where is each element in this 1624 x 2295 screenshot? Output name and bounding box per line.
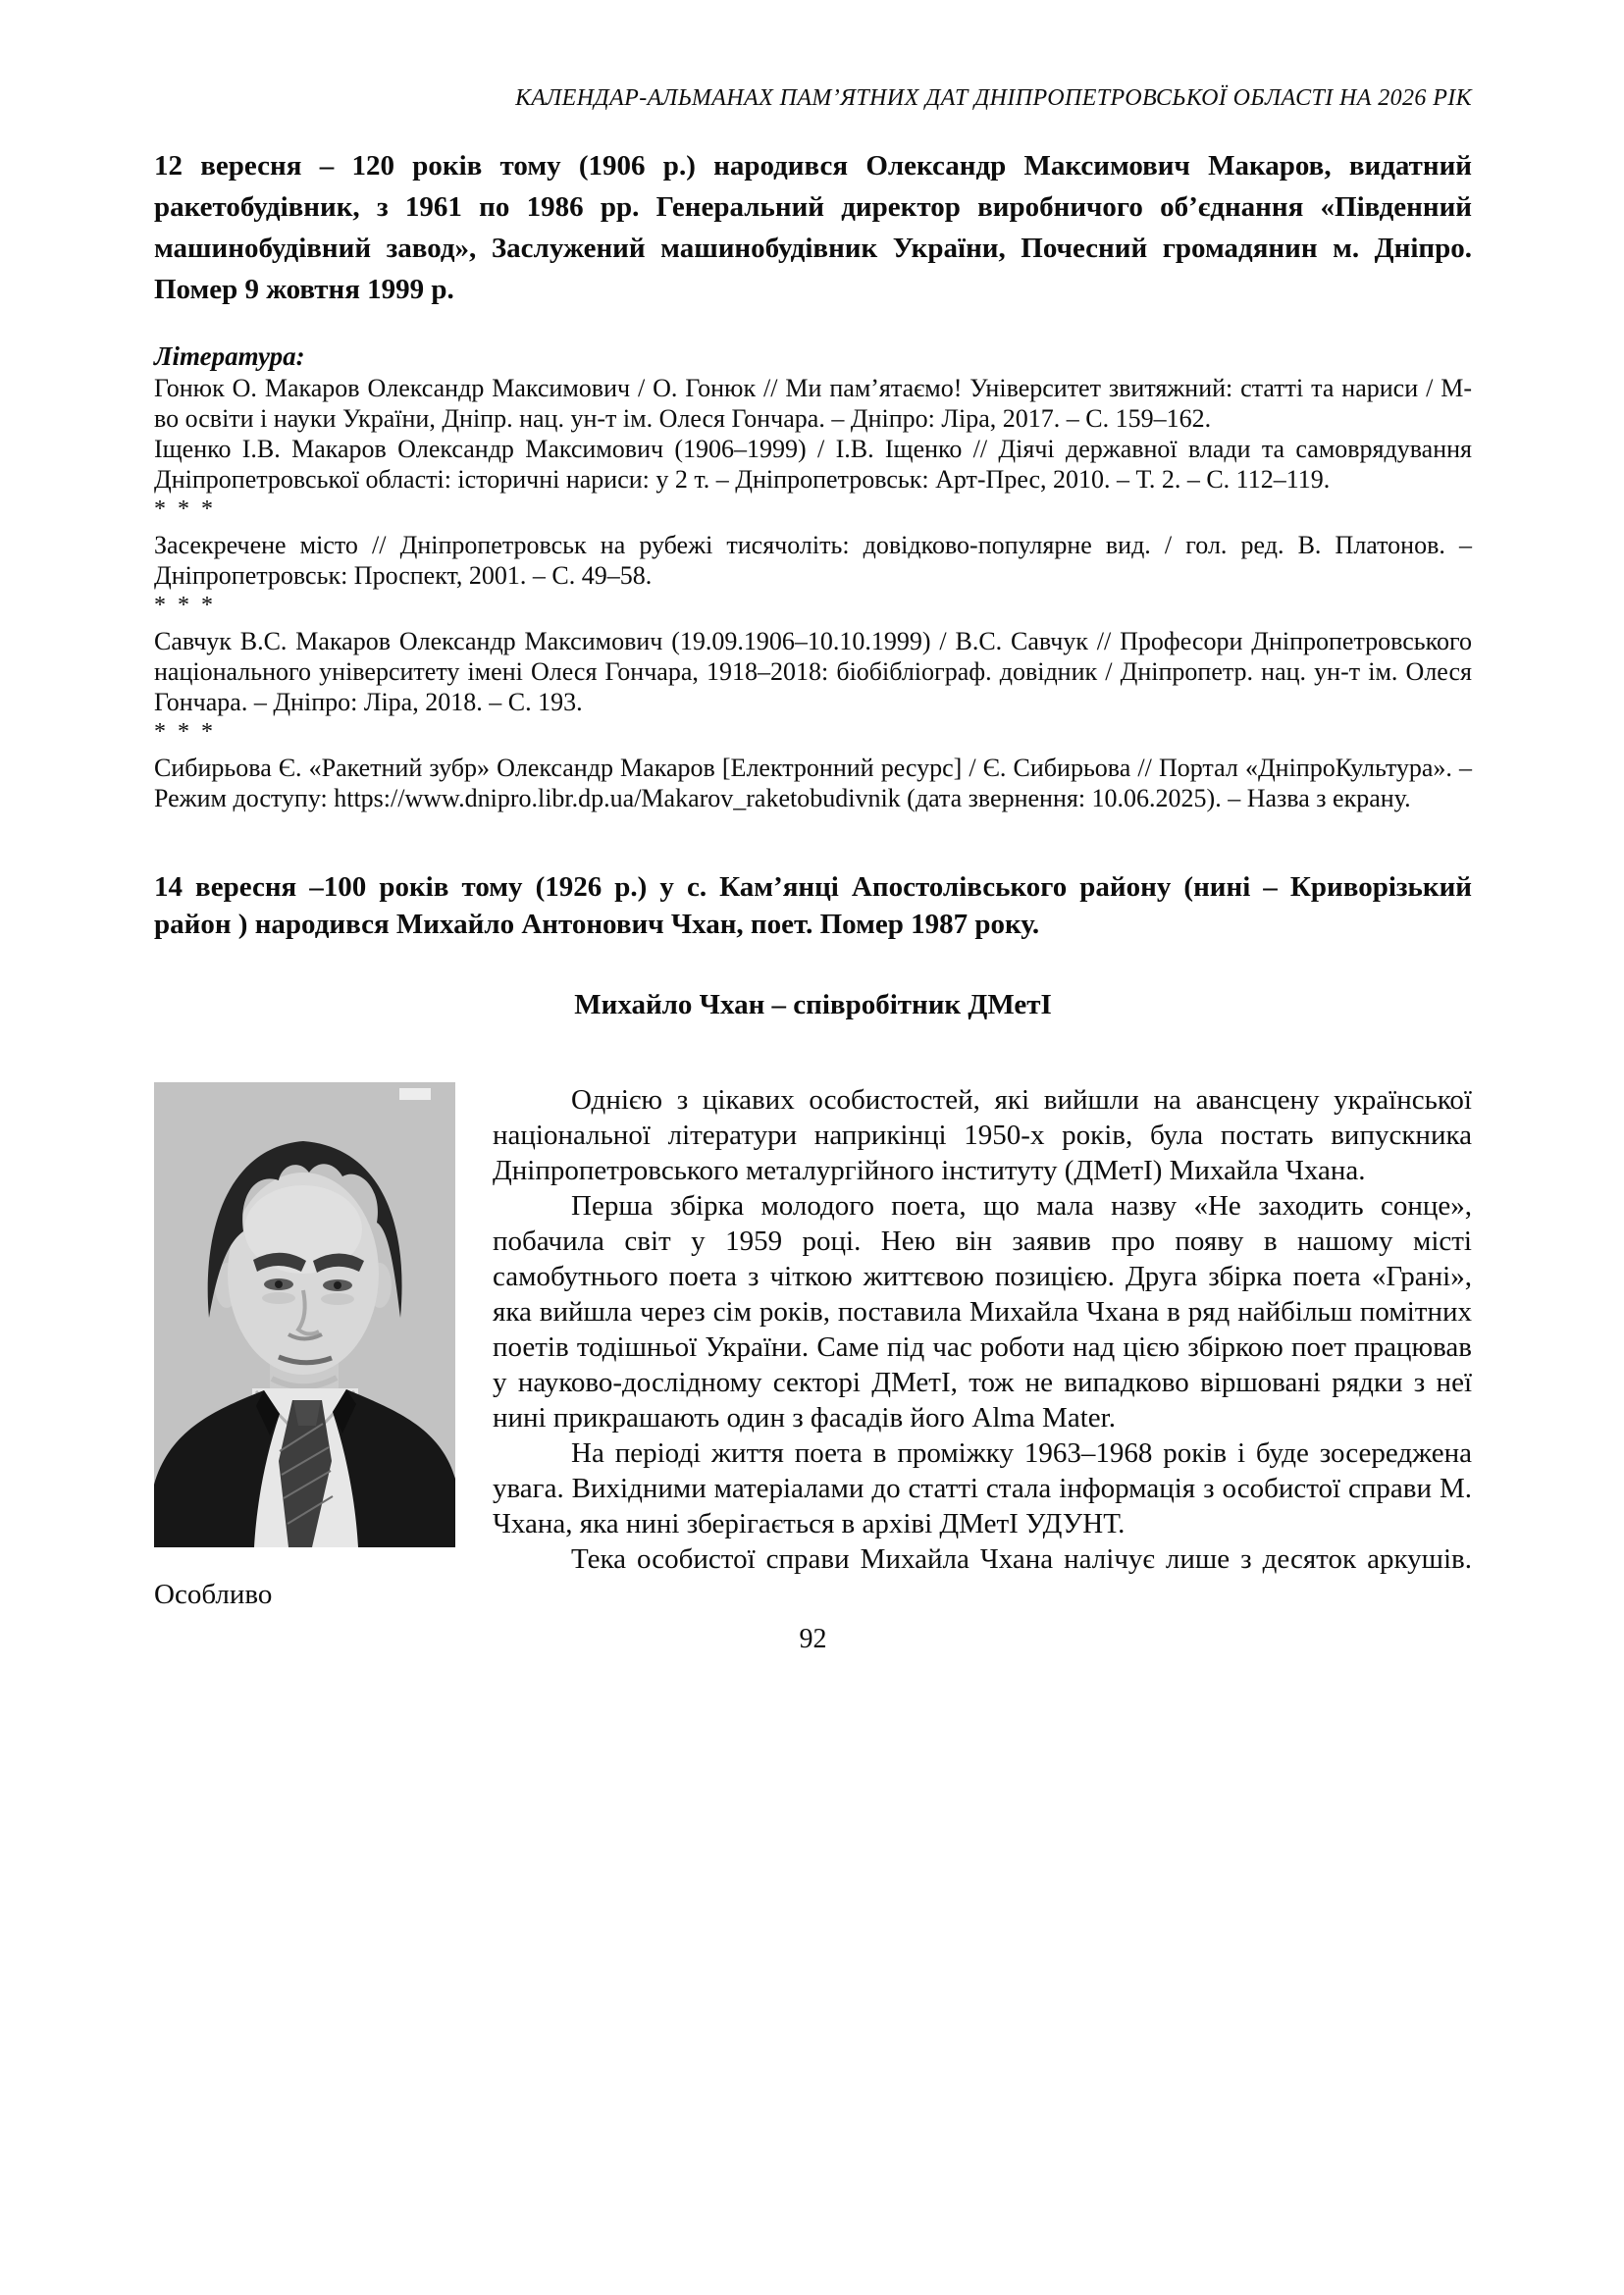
literature-entry: Сибирьова Є. «Ракетний зубр» Олександр Макаров [Електронний ресурс] / Є. Сибирьова // Портал «ДніпроКультура». – Режим доступу: https://www.dnipro.libr.dp.ua/Makarov_raketobudivnik (дата звернення: 10.06.2025). – Назва з екрану. xyxy=(154,754,1472,812)
article-paragraph: Тека особистої справи Михайла Чхана налічує лише з десяток аркушів. Особливо xyxy=(154,1543,1472,1610)
portrait-photo xyxy=(154,1082,455,1547)
asterisk-separator: * * * xyxy=(154,719,216,745)
literature-entry: Гонюк О. Макаров Олександр Максимович / О. Гонюк // Ми пам’ятаємо! Університет звитяжний: статті та нариси / М-во освіти і науки України, Дніпр. нац. ун-т ім. Олеся Гончара. – Дніпро: Ліра, 2017. – С. 159–162. xyxy=(154,374,1472,433)
article-body xyxy=(154,1082,1472,1612)
entry-chkhan-lead: 14 вересня –100 років тому (1926 р.) у с. Кам’янці Апостолівського району (нині – Криворізький район ) народився Михайло Антонович Чхан, поет. Помер 1987 року. xyxy=(154,871,1472,940)
literature-entry: Іщенко І.В. Макаров Олександр Максимович (1906–1999) / І.В. Іщенко // Діячі державної влади та самоврядування Дніпропетровської області: історичні нариси: у 2 т. – Дніпропетровськ: Арт-Прес, 2010. – Т. 2. – С. 112–119. xyxy=(154,435,1472,494)
article-paragraph: На періоді життя поета в проміжку 1963–1968 років і буде зосереджена увага. Вихідними матеріалами до статті стала інформація з особистої справи М. Чхана, яка нині зберігається в архіві ДМетІ УДУНТ. xyxy=(493,1437,1472,1539)
literature-entry: Засекречене місто // Дніпропетровськ на рубежі тисячоліть: довідково-популярне вид. / гол. ред. В. Платонов. – Дніпропетровськ: Проспект, 2001. – С. 49–58. xyxy=(154,531,1472,590)
entry-makarov-lead: 12 вересня – 120 років тому (1906 р.) народився Олександр Максимович Макаров, видатний ракетобудівник, з 1961 по 1986 рр. Генеральний директор виробничого об’єднання «Південний машинобудівний завод», Заслужений машинобудівник України, Почесний громадянин м. Дніпро. Помер 9 жовтня 1999 р. xyxy=(154,150,1472,305)
running-header: КАЛЕНДАР-АЛЬМАНАХ ПАМ’ЯТНИХ ДАТ ДНІПРОПЕТРОВСЬКОЇ ОБЛАСТІ НА 2026 РІК xyxy=(515,85,1472,111)
literature-label: Література: xyxy=(154,341,305,371)
article-title: Михайло Чхан – співробітник ДМетІ xyxy=(574,989,1052,1020)
page-number: 92 xyxy=(799,1624,827,1654)
portrait-image xyxy=(154,1082,455,1547)
asterisk-separator: * * * xyxy=(154,496,216,522)
asterisk-separator: * * * xyxy=(154,593,216,618)
article-paragraph: Перша збірка молодого поета, що мала назву «Не заходить сонце», побачила світ у 1959 році. Нею він заявив про появу в нашому місті самобутнього поета з чіткою життєвою позицією. Друга збірка поета «Грані», яка вийшла через сім років, поставила Михайла Чхана в ряд найбільш помітних поетів тодішньої України. Саме під час роботи над цією збіркою поет працював у науково-дослідному секторі ДМетІ, тож не випадково віршовані рядки з неї нині прикрашають один з фасадів його Alma Mater. xyxy=(493,1190,1472,1434)
literature-entry: Савчук В.С. Макаров Олександр Максимович (19.09.1906–10.10.1999) / В.С. Савчук // Професори Дніпропетровського національного університету імені Олеся Гончара, 1918–2018: біобібліограф. довідник / Дніпропетр. нац. ун-т ім. Олеся Гончара. – Дніпро: Ліра, 2018. – С. 193. xyxy=(154,627,1472,716)
article-paragraph: Однією з цікавих особистостей, які вийшли на авансцену української національної літератури наприкінці 1950-х років, була постать випускника Дніпропетровського металургійного інституту (ДМетІ) Михайла Чхана. xyxy=(493,1084,1472,1186)
